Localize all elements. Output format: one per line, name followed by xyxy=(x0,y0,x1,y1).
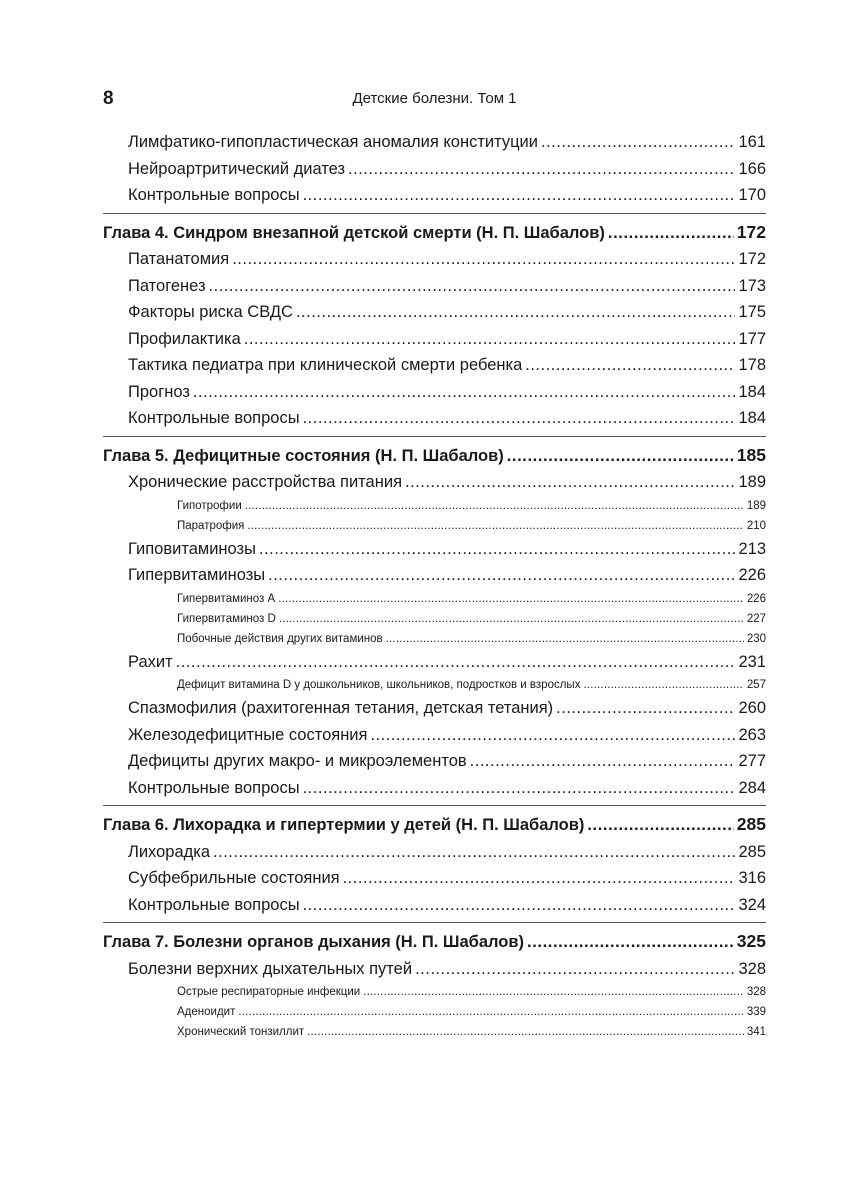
toc-subsection-entry[interactable] xyxy=(103,1022,766,1042)
toc-entry-title: Глава 5. Дефицитные состояния (Н. П. Шабалов) xyxy=(103,446,504,465)
toc-entry-page: 161 xyxy=(738,133,766,151)
dot-leader xyxy=(278,589,744,609)
toc-entry-title: Лимфатико-гипопластическая аномалия конституции xyxy=(128,133,538,151)
dot-leader xyxy=(303,182,736,209)
toc-entry-title: Лихорадка xyxy=(128,842,211,861)
toc-entry-page: 172 xyxy=(738,250,766,268)
toc-entry-page: 284 xyxy=(738,778,766,797)
toc-entry-title: Спазмофилия (рахитогенная тетания, детская тетания) xyxy=(128,699,554,717)
toc-section-entry[interactable] xyxy=(103,379,766,406)
toc-chapter-entry[interactable] xyxy=(103,442,766,470)
toc-entry-title: Хронические расстройства питания xyxy=(128,473,402,491)
running-title: Детские болезни. Том 1 xyxy=(352,90,517,107)
dot-leader xyxy=(583,675,743,695)
toc-entry-page: 260 xyxy=(738,699,766,717)
toc-entry-title: Патанатомия xyxy=(128,250,230,268)
dot-leader xyxy=(343,865,736,892)
dot-leader xyxy=(507,443,734,470)
dot-leader xyxy=(303,405,736,432)
toc-subsection-entry[interactable] xyxy=(103,982,766,1002)
toc-entry-page: 173 xyxy=(738,276,766,295)
toc-entry-page: 210 xyxy=(746,519,766,532)
dot-leader xyxy=(213,839,735,866)
toc-entry-page: 257 xyxy=(746,679,766,691)
toc-entry-title: Глава 6. Лихорадка и гипертермии у детей (Н. П. Шабалов) xyxy=(103,816,585,834)
toc-entry-title: Контрольные вопросы xyxy=(128,778,300,797)
toc-entry-page: 189 xyxy=(746,499,766,512)
dot-leader xyxy=(303,892,736,919)
toc-entry-page: 285 xyxy=(738,842,766,861)
toc-entry-title: Тактика педиатра при клинической смерти ребенка xyxy=(128,356,523,374)
dot-leader xyxy=(232,246,735,273)
toc-entry-title: Патогенез xyxy=(128,276,206,295)
toc-section-entry[interactable] xyxy=(103,722,766,749)
toc-entry-title: Гипервитаминоз D xyxy=(177,612,276,625)
dot-leader xyxy=(296,299,736,326)
toc-entry-page: 263 xyxy=(738,725,766,744)
toc-section-entry[interactable] xyxy=(103,748,766,775)
toc-section-entry[interactable] xyxy=(103,865,766,892)
page-header xyxy=(103,88,766,114)
toc-section-entry[interactable] xyxy=(103,839,766,866)
toc-entry-title: Глава 4. Синдром внезапной детской смерти (Н. П. Шабалов) xyxy=(103,223,605,242)
table-of-contents xyxy=(103,129,766,1042)
dot-leader xyxy=(405,469,735,496)
toc-entry-page: 175 xyxy=(738,303,766,321)
toc-section-entry[interactable] xyxy=(103,156,766,183)
toc-section-entry[interactable] xyxy=(103,326,766,353)
toc-entry-title: Глава 7. Болезни органов дыхания (Н. П. Шабалов) xyxy=(103,933,525,951)
toc-entry-title: Контрольные вопросы xyxy=(128,409,300,427)
toc-entry-page: 285 xyxy=(736,814,766,834)
chapter-divider xyxy=(103,805,766,806)
dot-leader xyxy=(176,649,736,676)
dot-leader xyxy=(303,775,736,802)
toc-entry-title: Гипотрофии xyxy=(177,499,242,512)
toc-entry-title: Хронический тонзиллит xyxy=(177,1026,305,1038)
toc-entry-page: 227 xyxy=(746,612,766,625)
toc-subsection-entry[interactable] xyxy=(103,516,766,536)
toc-section-entry[interactable] xyxy=(103,695,766,722)
dot-leader xyxy=(245,496,744,516)
toc-entry-title: Железодефицитные состояния xyxy=(128,725,368,744)
toc-subsection-entry[interactable] xyxy=(103,609,766,629)
toc-subsection-entry[interactable] xyxy=(103,675,766,695)
toc-entry-page: 177 xyxy=(738,329,766,348)
dot-leader xyxy=(244,326,736,353)
toc-entry-page: 277 xyxy=(738,752,766,770)
toc-entry-page: 172 xyxy=(736,221,766,242)
toc-entry-title: Аденоидит xyxy=(177,1006,236,1018)
dot-leader xyxy=(587,812,733,839)
toc-entry-page: 166 xyxy=(738,159,766,178)
toc-section-entry[interactable] xyxy=(103,273,766,300)
toc-entry-page: 324 xyxy=(738,895,766,914)
toc-entry-title: Болезни верхних дыхательных путей xyxy=(128,959,413,978)
dot-leader xyxy=(238,1002,743,1022)
toc-subsection-entry[interactable] xyxy=(103,496,766,516)
toc-chapter-entry[interactable] xyxy=(103,219,766,247)
toc-section-entry[interactable] xyxy=(103,299,766,326)
toc-entry-page: 170 xyxy=(738,186,766,204)
toc-entry-page: 226 xyxy=(738,566,766,584)
toc-section-entry[interactable] xyxy=(103,129,766,156)
toc-entry-page: 178 xyxy=(738,356,766,374)
toc-entry-title: Контрольные вопросы xyxy=(128,895,300,914)
toc-entry-title: Острые респираторные инфекции xyxy=(177,986,361,998)
chapter-divider xyxy=(103,213,766,214)
toc-section-entry[interactable] xyxy=(103,182,766,209)
dot-leader xyxy=(247,516,743,536)
toc-chapter-entry[interactable] xyxy=(103,928,766,956)
toc-section-entry[interactable] xyxy=(103,956,766,983)
dot-leader xyxy=(307,1022,744,1042)
dot-leader xyxy=(268,562,735,589)
toc-entry-title: Дефицит витамина D у дошкольников, школьников, подростков и взрослых xyxy=(177,679,581,691)
toc-entry-title: Побочные действия других витаминов xyxy=(177,632,383,645)
dot-leader xyxy=(556,695,735,722)
toc-entry-page: 339 xyxy=(746,1006,766,1018)
toc-section-entry[interactable] xyxy=(103,649,766,676)
dot-leader xyxy=(370,722,735,749)
toc-entry-title: Контрольные вопросы xyxy=(128,186,300,204)
page-number: 8 xyxy=(103,88,114,109)
toc-section-entry[interactable] xyxy=(103,246,766,273)
toc-entry-title: Прогноз xyxy=(128,382,190,401)
toc-entry-title: Профилактика xyxy=(128,329,241,348)
toc-section-entry[interactable] xyxy=(103,536,766,563)
toc-entry-page: 231 xyxy=(738,652,766,671)
toc-entry-page: 226 xyxy=(746,592,766,605)
toc-entry-title: Гипервитаминозы xyxy=(128,566,266,584)
dot-leader xyxy=(209,273,736,300)
toc-chapter-entry[interactable] xyxy=(103,811,766,839)
toc-entry-page: 328 xyxy=(738,959,766,978)
toc-section-entry[interactable] xyxy=(103,775,766,802)
dot-leader xyxy=(259,536,736,563)
dot-leader xyxy=(525,352,735,379)
dot-leader xyxy=(527,929,734,956)
toc-entry-page: 213 xyxy=(738,539,766,558)
toc-entry-title: Субфебрильные состояния xyxy=(128,869,340,887)
dot-leader xyxy=(363,982,744,1002)
toc-entry-title: Нейроартритический диатез xyxy=(128,159,346,178)
toc-section-entry[interactable] xyxy=(103,352,766,379)
toc-entry-page: 184 xyxy=(738,409,766,427)
toc-entry-title: Гиповитаминозы xyxy=(128,539,256,558)
dot-leader xyxy=(386,629,744,649)
toc-entry-title: Рахит xyxy=(128,652,173,671)
toc-section-entry[interactable] xyxy=(103,469,766,496)
chapter-divider xyxy=(103,922,766,923)
toc-entry-page: 189 xyxy=(738,473,766,491)
toc-section-entry[interactable] xyxy=(103,562,766,589)
toc-entry-page: 341 xyxy=(746,1026,766,1038)
toc-subsection-entry[interactable] xyxy=(103,1002,766,1022)
toc-entry-title: Дефициты других макро- и микроэлементов xyxy=(128,752,467,770)
dot-leader xyxy=(279,609,744,629)
toc-subsection-entry[interactable] xyxy=(103,589,766,609)
dot-leader xyxy=(470,748,736,775)
toc-entry-title: Гипервитаминоз А xyxy=(177,592,276,605)
toc-entry-page: 325 xyxy=(736,931,766,951)
toc-subsection-entry[interactable] xyxy=(103,629,766,649)
toc-section-entry[interactable] xyxy=(103,405,766,432)
toc-entry-page: 185 xyxy=(736,444,766,465)
dot-leader xyxy=(608,220,734,247)
toc-section-entry[interactable] xyxy=(103,892,766,919)
toc-entry-page: 230 xyxy=(746,632,766,645)
toc-entry-title: Паратрофия xyxy=(177,519,245,532)
dot-leader xyxy=(541,129,735,156)
chapter-divider xyxy=(103,436,766,437)
dot-leader xyxy=(193,379,736,406)
toc-entry-title: Факторы риска СВДС xyxy=(128,303,293,321)
toc-entry-page: 328 xyxy=(746,986,766,998)
dot-leader xyxy=(348,156,735,183)
toc-entry-page: 184 xyxy=(738,382,766,401)
dot-leader xyxy=(415,956,735,983)
toc-entry-page: 316 xyxy=(738,869,766,887)
